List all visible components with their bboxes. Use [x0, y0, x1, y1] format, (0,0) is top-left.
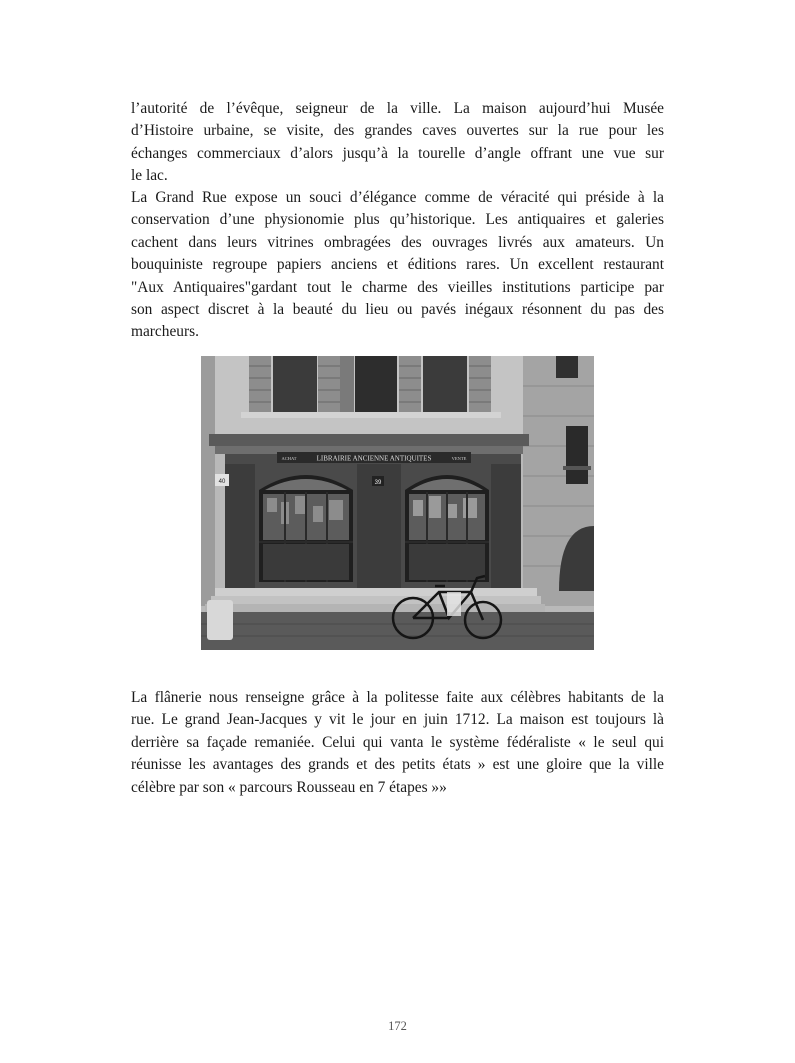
text-line: La Grand Rue expose un souci d’élégance comme de véracité qui préside à la: [131, 189, 664, 206]
text-line: célèbre par son « parcours Rousseau en 7 étapes »»: [131, 778, 447, 796]
text-line: échanges commerciaux d’alors jusqu’à la tourelle d’angle offrant une vue sur: [131, 144, 664, 162]
text-line: l’autorité de l’évêque, seigneur de la ville. La maison aujourd’hui Musée: [131, 100, 664, 117]
house-number-left: 40: [218, 479, 226, 485]
paragraph-2: [131, 187, 664, 344]
house-number-center: 39: [374, 480, 382, 486]
text-line: le lac.: [131, 167, 168, 185]
bookshop-photo: [201, 356, 594, 650]
text-line: d’Histoire urbaine, se visite, des grandes caves ouvertes sur la rue pour les: [131, 122, 664, 140]
text-line: marcheurs.: [131, 323, 199, 341]
text-line: réunisse les avantages des grands et des petits états » est une gloire que la ville: [131, 756, 664, 774]
shop-sign-right: VENTE: [451, 456, 467, 461]
text-line: "Aux Antiquaires"gardant tout le charme des vieilles institutions participe par: [131, 278, 664, 296]
text-line: bouquiniste regroupe papiers anciens et éditions rares. Un excellent restaurant: [131, 256, 664, 274]
text-line: son aspect discret à la beauté du lieu ou pavés inégaux résonnent du pas des: [131, 301, 664, 319]
paragraph-1: [131, 98, 664, 188]
text-line: derrière sa façade remaniée. Celui qui vanta le système fédéraliste « le seul qui: [131, 733, 664, 751]
page-number: 172: [388, 1019, 407, 1033]
paragraph-3: [131, 687, 664, 799]
text-line: La flânerie nous renseigne grâce à la politesse faite aux célèbres habitants de la: [131, 689, 664, 706]
shop-sign: LIBRAIRIE ANCIENNE ANTIQUITES: [316, 454, 432, 463]
shop-sign-left: ACHAT: [281, 456, 297, 461]
text-line: conservation d’une physionomie plus qu’historique. Les antiquaires et galeries: [131, 211, 664, 229]
text-line: rue. Le grand Jean-Jacques y vit le jour en juin 1712. La maison est toujours là: [131, 711, 664, 729]
text-line: cachent dans leurs vitrines ombragées des ouvrages livrés aux amateurs. Un: [131, 233, 664, 251]
